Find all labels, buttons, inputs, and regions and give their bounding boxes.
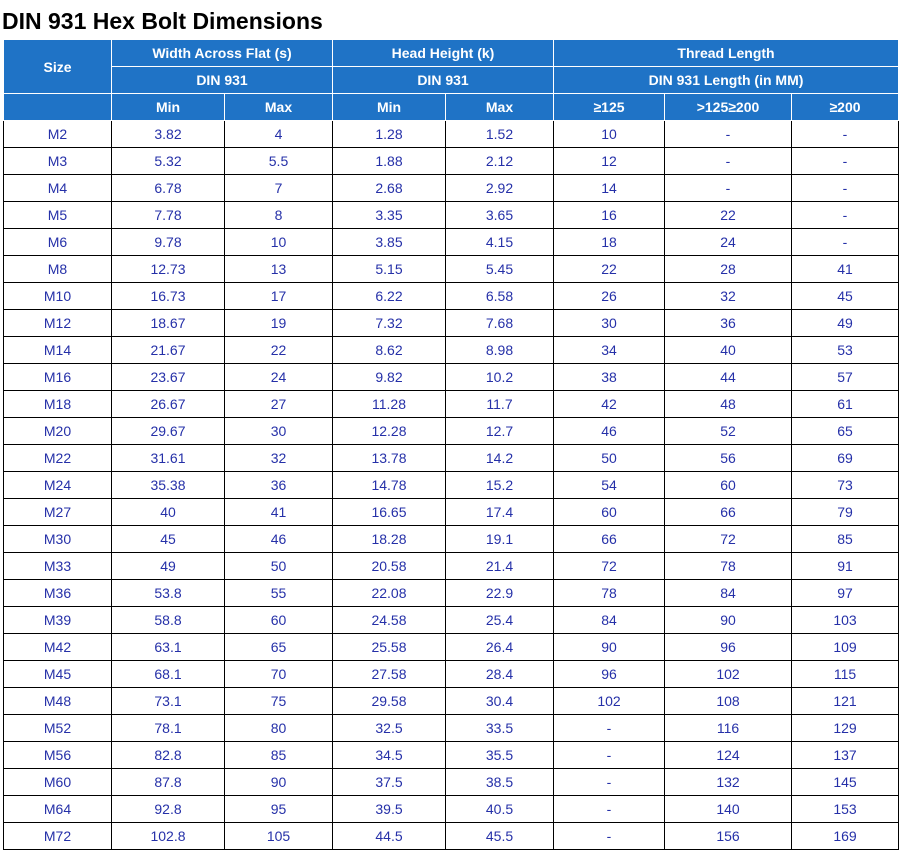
cell-head-min: 1.28 [333,121,446,148]
header-thread-ge200: ≥200 [792,94,899,121]
cell-size: M8 [4,256,112,283]
cell-head-min: 6.22 [333,283,446,310]
table-row [4,526,899,553]
cell-head-min: 29.58 [333,688,446,715]
cell-width-max: 46 [225,526,333,553]
cell-head-max: 2.92 [446,175,554,202]
table-row [4,445,899,472]
table-row [4,769,899,796]
cell-size: M56 [4,742,112,769]
cell-width-min: 78.1 [112,715,225,742]
cell-thread-le125: 30 [554,310,665,337]
cell-head-min: 34.5 [333,742,446,769]
cell-width-max: 95 [225,796,333,823]
cell-width-max: 27 [225,391,333,418]
cell-head-max: 19.1 [446,526,554,553]
cell-thread-ge200: 103 [792,607,899,634]
cell-width-min: 73.1 [112,688,225,715]
table-row [4,634,899,661]
cell-width-max: 5.5 [225,148,333,175]
cell-width-max: 50 [225,553,333,580]
table-row [4,229,899,256]
cell-thread-ge200: - [792,175,899,202]
header-head-min: Min [333,94,446,121]
header-size: Size [4,40,112,94]
table-row [4,796,899,823]
cell-size: M24 [4,472,112,499]
cell-thread-125-200: 84 [665,580,792,607]
cell-width-min: 49 [112,553,225,580]
table-row [4,337,899,364]
header-din-931-length: DIN 931 Length (in MM) [554,67,899,94]
cell-thread-ge200: - [792,121,899,148]
cell-head-min: 25.58 [333,634,446,661]
cell-size: M12 [4,310,112,337]
cell-head-max: 5.45 [446,256,554,283]
cell-width-min: 16.73 [112,283,225,310]
table-row [4,823,899,850]
cell-width-min: 45 [112,526,225,553]
cell-thread-le125: 16 [554,202,665,229]
cell-thread-le125: 10 [554,121,665,148]
cell-head-min: 16.65 [333,499,446,526]
header-width-across-flat: Width Across Flat (s) [112,40,333,67]
cell-thread-le125: 78 [554,580,665,607]
cell-head-max: 33.5 [446,715,554,742]
cell-head-max: 21.4 [446,553,554,580]
cell-head-max: 10.2 [446,364,554,391]
cell-width-min: 7.78 [112,202,225,229]
cell-thread-125-200: - [665,175,792,202]
cell-thread-125-200: 60 [665,472,792,499]
cell-head-min: 37.5 [333,769,446,796]
table-body [4,121,899,850]
cell-thread-125-200: 24 [665,229,792,256]
cell-thread-le125: - [554,796,665,823]
cell-head-max: 7.68 [446,310,554,337]
cell-thread-125-200: 140 [665,796,792,823]
cell-size: M30 [4,526,112,553]
cell-width-min: 82.8 [112,742,225,769]
cell-thread-ge200: - [792,148,899,175]
cell-head-min: 22.08 [333,580,446,607]
cell-width-min: 31.61 [112,445,225,472]
cell-size: M4 [4,175,112,202]
cell-width-max: 19 [225,310,333,337]
cell-width-max: 36 [225,472,333,499]
cell-head-min: 27.58 [333,661,446,688]
header-blank [4,94,112,121]
table-row [4,661,899,688]
cell-size: M18 [4,391,112,418]
cell-thread-le125: 14 [554,175,665,202]
cell-thread-ge200: 129 [792,715,899,742]
cell-thread-ge200: 41 [792,256,899,283]
cell-thread-ge200: - [792,229,899,256]
cell-width-min: 58.8 [112,607,225,634]
cell-head-min: 20.58 [333,553,446,580]
cell-head-min: 12.28 [333,418,446,445]
cell-head-max: 1.52 [446,121,554,148]
cell-thread-125-200: - [665,148,792,175]
cell-thread-ge200: 61 [792,391,899,418]
cell-thread-ge200: 153 [792,796,899,823]
cell-width-max: 32 [225,445,333,472]
cell-thread-le125: 66 [554,526,665,553]
table-row [4,580,899,607]
cell-width-max: 10 [225,229,333,256]
cell-width-min: 68.1 [112,661,225,688]
cell-head-min: 3.85 [333,229,446,256]
cell-width-min: 92.8 [112,796,225,823]
cell-thread-125-200: 124 [665,742,792,769]
cell-head-max: 45.5 [446,823,554,850]
cell-thread-ge200: 65 [792,418,899,445]
cell-width-min: 3.82 [112,121,225,148]
cell-head-max: 22.9 [446,580,554,607]
cell-thread-125-200: 28 [665,256,792,283]
cell-head-min: 14.78 [333,472,446,499]
cell-size: M64 [4,796,112,823]
cell-thread-le125: 22 [554,256,665,283]
cell-head-min: 11.28 [333,391,446,418]
cell-thread-ge200: 121 [792,688,899,715]
cell-thread-ge200: 45 [792,283,899,310]
cell-thread-ge200: 69 [792,445,899,472]
cell-width-min: 23.67 [112,364,225,391]
cell-thread-le125: 42 [554,391,665,418]
table-row [4,499,899,526]
table-row [4,391,899,418]
cell-thread-le125: - [554,823,665,850]
table-row [4,607,899,634]
cell-thread-ge200: 57 [792,364,899,391]
cell-thread-ge200: 49 [792,310,899,337]
cell-thread-le125: - [554,769,665,796]
cell-head-min: 5.15 [333,256,446,283]
cell-thread-ge200: 137 [792,742,899,769]
cell-width-min: 9.78 [112,229,225,256]
cell-size: M52 [4,715,112,742]
cell-thread-125-200: 40 [665,337,792,364]
cell-thread-le125: 90 [554,634,665,661]
cell-thread-125-200: 44 [665,364,792,391]
cell-width-min: 63.1 [112,634,225,661]
cell-thread-le125: 96 [554,661,665,688]
cell-head-min: 44.5 [333,823,446,850]
cell-width-min: 40 [112,499,225,526]
cell-thread-125-200: 36 [665,310,792,337]
cell-width-max: 90 [225,769,333,796]
cell-thread-le125: 60 [554,499,665,526]
table-row [4,364,899,391]
header-width-max: Max [225,94,333,121]
cell-width-max: 55 [225,580,333,607]
dimensions-table [3,39,899,850]
cell-thread-125-200: 96 [665,634,792,661]
cell-thread-ge200: 115 [792,661,899,688]
cell-head-max: 2.12 [446,148,554,175]
cell-thread-le125: 102 [554,688,665,715]
cell-size: M2 [4,121,112,148]
cell-head-max: 12.7 [446,418,554,445]
cell-thread-125-200: 108 [665,688,792,715]
table-row [4,715,899,742]
cell-width-min: 5.32 [112,148,225,175]
cell-thread-le125: 38 [554,364,665,391]
header-row-3 [4,94,899,121]
cell-thread-ge200: 73 [792,472,899,499]
cell-thread-le125: 34 [554,337,665,364]
cell-size: M6 [4,229,112,256]
cell-size: M14 [4,337,112,364]
header-thread-length: Thread Length [554,40,899,67]
cell-thread-125-200: 22 [665,202,792,229]
header-row-2 [4,67,899,94]
table-row [4,175,899,202]
cell-size: M39 [4,607,112,634]
cell-thread-ge200: 145 [792,769,899,796]
cell-width-max: 41 [225,499,333,526]
header-width-min: Min [112,94,225,121]
cell-width-max: 24 [225,364,333,391]
cell-head-max: 26.4 [446,634,554,661]
cell-head-max: 11.7 [446,391,554,418]
cell-size: M22 [4,445,112,472]
header-head-max: Max [446,94,554,121]
cell-thread-125-200: 48 [665,391,792,418]
cell-head-min: 3.35 [333,202,446,229]
cell-thread-125-200: 66 [665,499,792,526]
cell-head-max: 40.5 [446,796,554,823]
cell-size: M16 [4,364,112,391]
cell-width-max: 22 [225,337,333,364]
table-row [4,418,899,445]
cell-thread-le125: 26 [554,283,665,310]
header-thread-le125: ≥125 [554,94,665,121]
cell-head-min: 24.58 [333,607,446,634]
cell-width-max: 65 [225,634,333,661]
cell-size: M60 [4,769,112,796]
cell-size: M27 [4,499,112,526]
cell-thread-ge200: 169 [792,823,899,850]
cell-width-max: 7 [225,175,333,202]
header-din-931-width: DIN 931 [112,67,333,94]
table-row [4,256,899,283]
cell-thread-le125: 54 [554,472,665,499]
cell-size: M5 [4,202,112,229]
table-row [4,553,899,580]
cell-head-max: 6.58 [446,283,554,310]
cell-thread-le125: 72 [554,553,665,580]
cell-thread-le125: - [554,742,665,769]
cell-head-max: 17.4 [446,499,554,526]
cell-width-min: 21.67 [112,337,225,364]
cell-head-max: 25.4 [446,607,554,634]
cell-size: M72 [4,823,112,850]
cell-head-min: 8.62 [333,337,446,364]
cell-thread-ge200: 97 [792,580,899,607]
cell-thread-ge200: 85 [792,526,899,553]
table-row [4,688,899,715]
cell-head-min: 13.78 [333,445,446,472]
cell-head-max: 38.5 [446,769,554,796]
cell-thread-125-200: 72 [665,526,792,553]
cell-head-max: 35.5 [446,742,554,769]
header-row-1 [4,40,899,67]
cell-head-max: 15.2 [446,472,554,499]
cell-head-min: 39.5 [333,796,446,823]
cell-width-max: 13 [225,256,333,283]
cell-head-max: 3.65 [446,202,554,229]
cell-width-min: 102.8 [112,823,225,850]
cell-head-min: 32.5 [333,715,446,742]
cell-thread-ge200: 53 [792,337,899,364]
page-title: DIN 931 Hex Bolt Dimensions [2,8,323,34]
cell-thread-125-200: 132 [665,769,792,796]
cell-head-max: 8.98 [446,337,554,364]
table-row [4,283,899,310]
cell-size: M10 [4,283,112,310]
table-row [4,148,899,175]
table-row [4,310,899,337]
cell-thread-125-200: 116 [665,715,792,742]
cell-width-min: 29.67 [112,418,225,445]
header-din-931-head: DIN 931 [333,67,554,94]
cell-size: M48 [4,688,112,715]
cell-width-max: 17 [225,283,333,310]
cell-head-max: 30.4 [446,688,554,715]
cell-thread-125-200: 78 [665,553,792,580]
cell-width-max: 70 [225,661,333,688]
cell-thread-ge200: 109 [792,634,899,661]
cell-thread-125-200: 56 [665,445,792,472]
cell-size: M36 [4,580,112,607]
cell-thread-ge200: 91 [792,553,899,580]
cell-width-max: 80 [225,715,333,742]
cell-width-max: 8 [225,202,333,229]
cell-width-max: 60 [225,607,333,634]
cell-thread-ge200: 79 [792,499,899,526]
cell-size: M45 [4,661,112,688]
cell-thread-le125: 12 [554,148,665,175]
table-row [4,742,899,769]
cell-head-min: 18.28 [333,526,446,553]
cell-width-max: 105 [225,823,333,850]
cell-thread-le125: - [554,715,665,742]
header-head-height: Head Height (k) [333,40,554,67]
header-thread-125-200: >125≥200 [665,94,792,121]
cell-head-max: 4.15 [446,229,554,256]
table-row [4,472,899,499]
cell-width-min: 12.73 [112,256,225,283]
cell-thread-125-200: 156 [665,823,792,850]
cell-thread-125-200: - [665,121,792,148]
cell-head-min: 1.88 [333,148,446,175]
cell-width-min: 18.67 [112,310,225,337]
cell-width-max: 4 [225,121,333,148]
cell-width-max: 75 [225,688,333,715]
table-row [4,121,899,148]
cell-size: M42 [4,634,112,661]
cell-width-min: 26.67 [112,391,225,418]
cell-thread-le125: 84 [554,607,665,634]
cell-thread-125-200: 32 [665,283,792,310]
cell-size: M3 [4,148,112,175]
cell-head-max: 14.2 [446,445,554,472]
cell-width-max: 30 [225,418,333,445]
cell-head-min: 7.32 [333,310,446,337]
cell-size: M20 [4,418,112,445]
cell-size: M33 [4,553,112,580]
cell-thread-125-200: 90 [665,607,792,634]
cell-thread-le125: 50 [554,445,665,472]
cell-head-min: 2.68 [333,175,446,202]
cell-width-min: 53.8 [112,580,225,607]
table-header [4,40,899,121]
cell-thread-le125: 46 [554,418,665,445]
cell-width-max: 85 [225,742,333,769]
table-row [4,202,899,229]
cell-thread-le125: 18 [554,229,665,256]
cell-head-min: 9.82 [333,364,446,391]
cell-width-min: 35.38 [112,472,225,499]
cell-thread-ge200: - [792,202,899,229]
cell-thread-125-200: 102 [665,661,792,688]
cell-head-max: 28.4 [446,661,554,688]
cell-width-min: 6.78 [112,175,225,202]
cell-width-min: 87.8 [112,769,225,796]
cell-thread-125-200: 52 [665,418,792,445]
